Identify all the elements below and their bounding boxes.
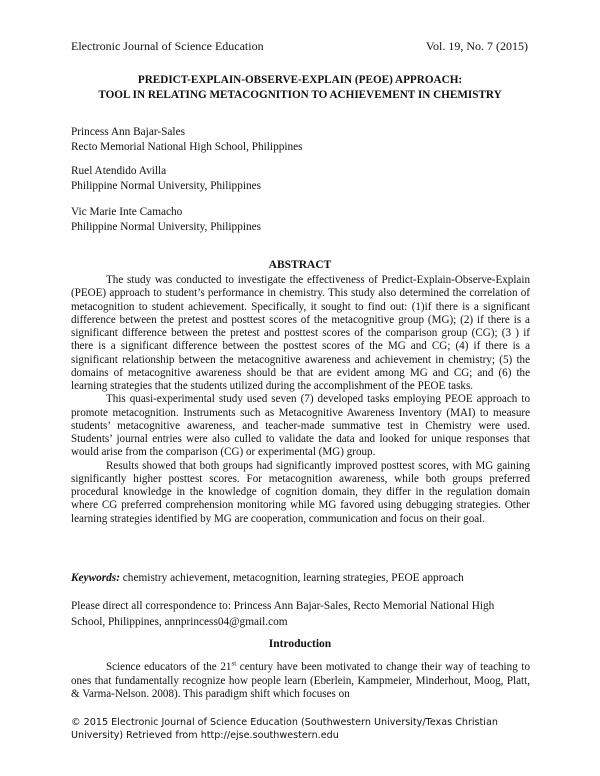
- keywords-text: chemistry achievement, metacognition, learning strategies, PEOE approach: [119, 572, 464, 584]
- author-block: [71, 164, 261, 194]
- abstract-paragraph: This quasi-experimental study used seven (7) developed tasks employing PEOE approach to promote metacognition. Instruments such as Metacognitive Awareness Inventory (MAI) to measure students’ metacognitive awareness, and teacher-made summative test in Chemistry were used. Students’ journal entries were also culled to validate the data and looked for unique responses that would arise from the comparison (CG) or experimental (MG) group.: [71, 393, 530, 459]
- author-name: Princess Ann Bajar-Sales: [71, 126, 185, 138]
- introduction-body: [71, 661, 530, 702]
- intro-superscript: st: [231, 659, 237, 668]
- volume-issue: Vol. 19, No. 7 (2015): [425, 39, 528, 53]
- author-affiliation: Philippine Normal University, Philippines: [71, 221, 262, 233]
- author-name: Ruel Atendido Avilla: [71, 165, 167, 177]
- abstract-body: [71, 274, 530, 526]
- author-name: Vic Marie Inte Camacho: [71, 206, 183, 218]
- intro-text-rest: century have been motivated to change their way of teaching to ones that fundamentally recognize how people learn (Eberlein, Kampmeier, Minderhout, Moog, Platt, & Varma-Nelson. 2008). This paradigm shift which focuses on: [71, 661, 531, 700]
- introduction-paragraph: [71, 661, 530, 702]
- paper-title: [0, 73, 600, 103]
- author-block: [71, 205, 261, 235]
- abstract-paragraph: Results showed that both groups had significantly improved posttest scores, with MG gaining significantly higher posttest scores. For metacognition awareness, while both groups preferred procedural knowledge in the knowledge of cognition domain, they differ in the regulation domain where CG preferred comprehension monitoring while MG favored using debugging strategies. Other learning strategies identified by MG are cooperation, communication and focus on their goal.: [71, 459, 530, 525]
- correspondence: Please direct all correspondence to: Princess Ann Bajar-Sales, Recto Memorial National High School, Philippines, annprincess04@gmail.com: [71, 600, 495, 628]
- keywords-label: Keywords:: [71, 572, 120, 584]
- introduction-heading: Introduction: [268, 638, 332, 650]
- title-line-1: PREDICT-EXPLAIN-OBSERVE-EXPLAIN (PEOE) APPROACH:: [137, 74, 463, 86]
- intro-text-start: Science educators of the 21: [106, 661, 232, 673]
- author-affiliation: Philippine Normal University, Philippines: [71, 180, 262, 192]
- abstract-heading: ABSTRACT: [268, 259, 332, 271]
- title-line-2: TOOL IN RELATING METACOGNITION TO ACHIEVEMENT IN CHEMISTRY: [98, 89, 502, 101]
- author-affiliation: Recto Memorial National High School, Philippines: [71, 141, 303, 153]
- keywords: [71, 571, 530, 585]
- copyright-footer: © 2015 Electronic Journal of Science Education (Southwestern University/Texas Christian University) Retrieved from http://ejse.southwestern.edu: [71, 717, 498, 741]
- journal-name: Electronic Journal of Science Education: [71, 39, 264, 53]
- abstract-paragraph: The study was conducted to investigate the effectiveness of Predict-Explain-Observe-Explain (PEOE) approach to student’s performance in chemistry. This study also determined the correlation of metacognition to student achievement. Specifically, it sought to find out: (1)if there is a significant difference between the pretest and posttest scores of the metacognitive group (MG); (2) if there is a significant difference between the pretest and posttest scores of the comparison group (CG); (3 ) if there is a significant difference between the posttest scores of the MG and CG; (4) if there is a significant relationship between the metacognitive awareness and achievement in chemistry; (5) the domains of metacognitive awareness should be that are evident among MG and CG; and (6) the learning strategies that the students utilized during the accomplishment of the PEOE tasks.: [71, 274, 530, 392]
- author-block: [71, 125, 303, 155]
